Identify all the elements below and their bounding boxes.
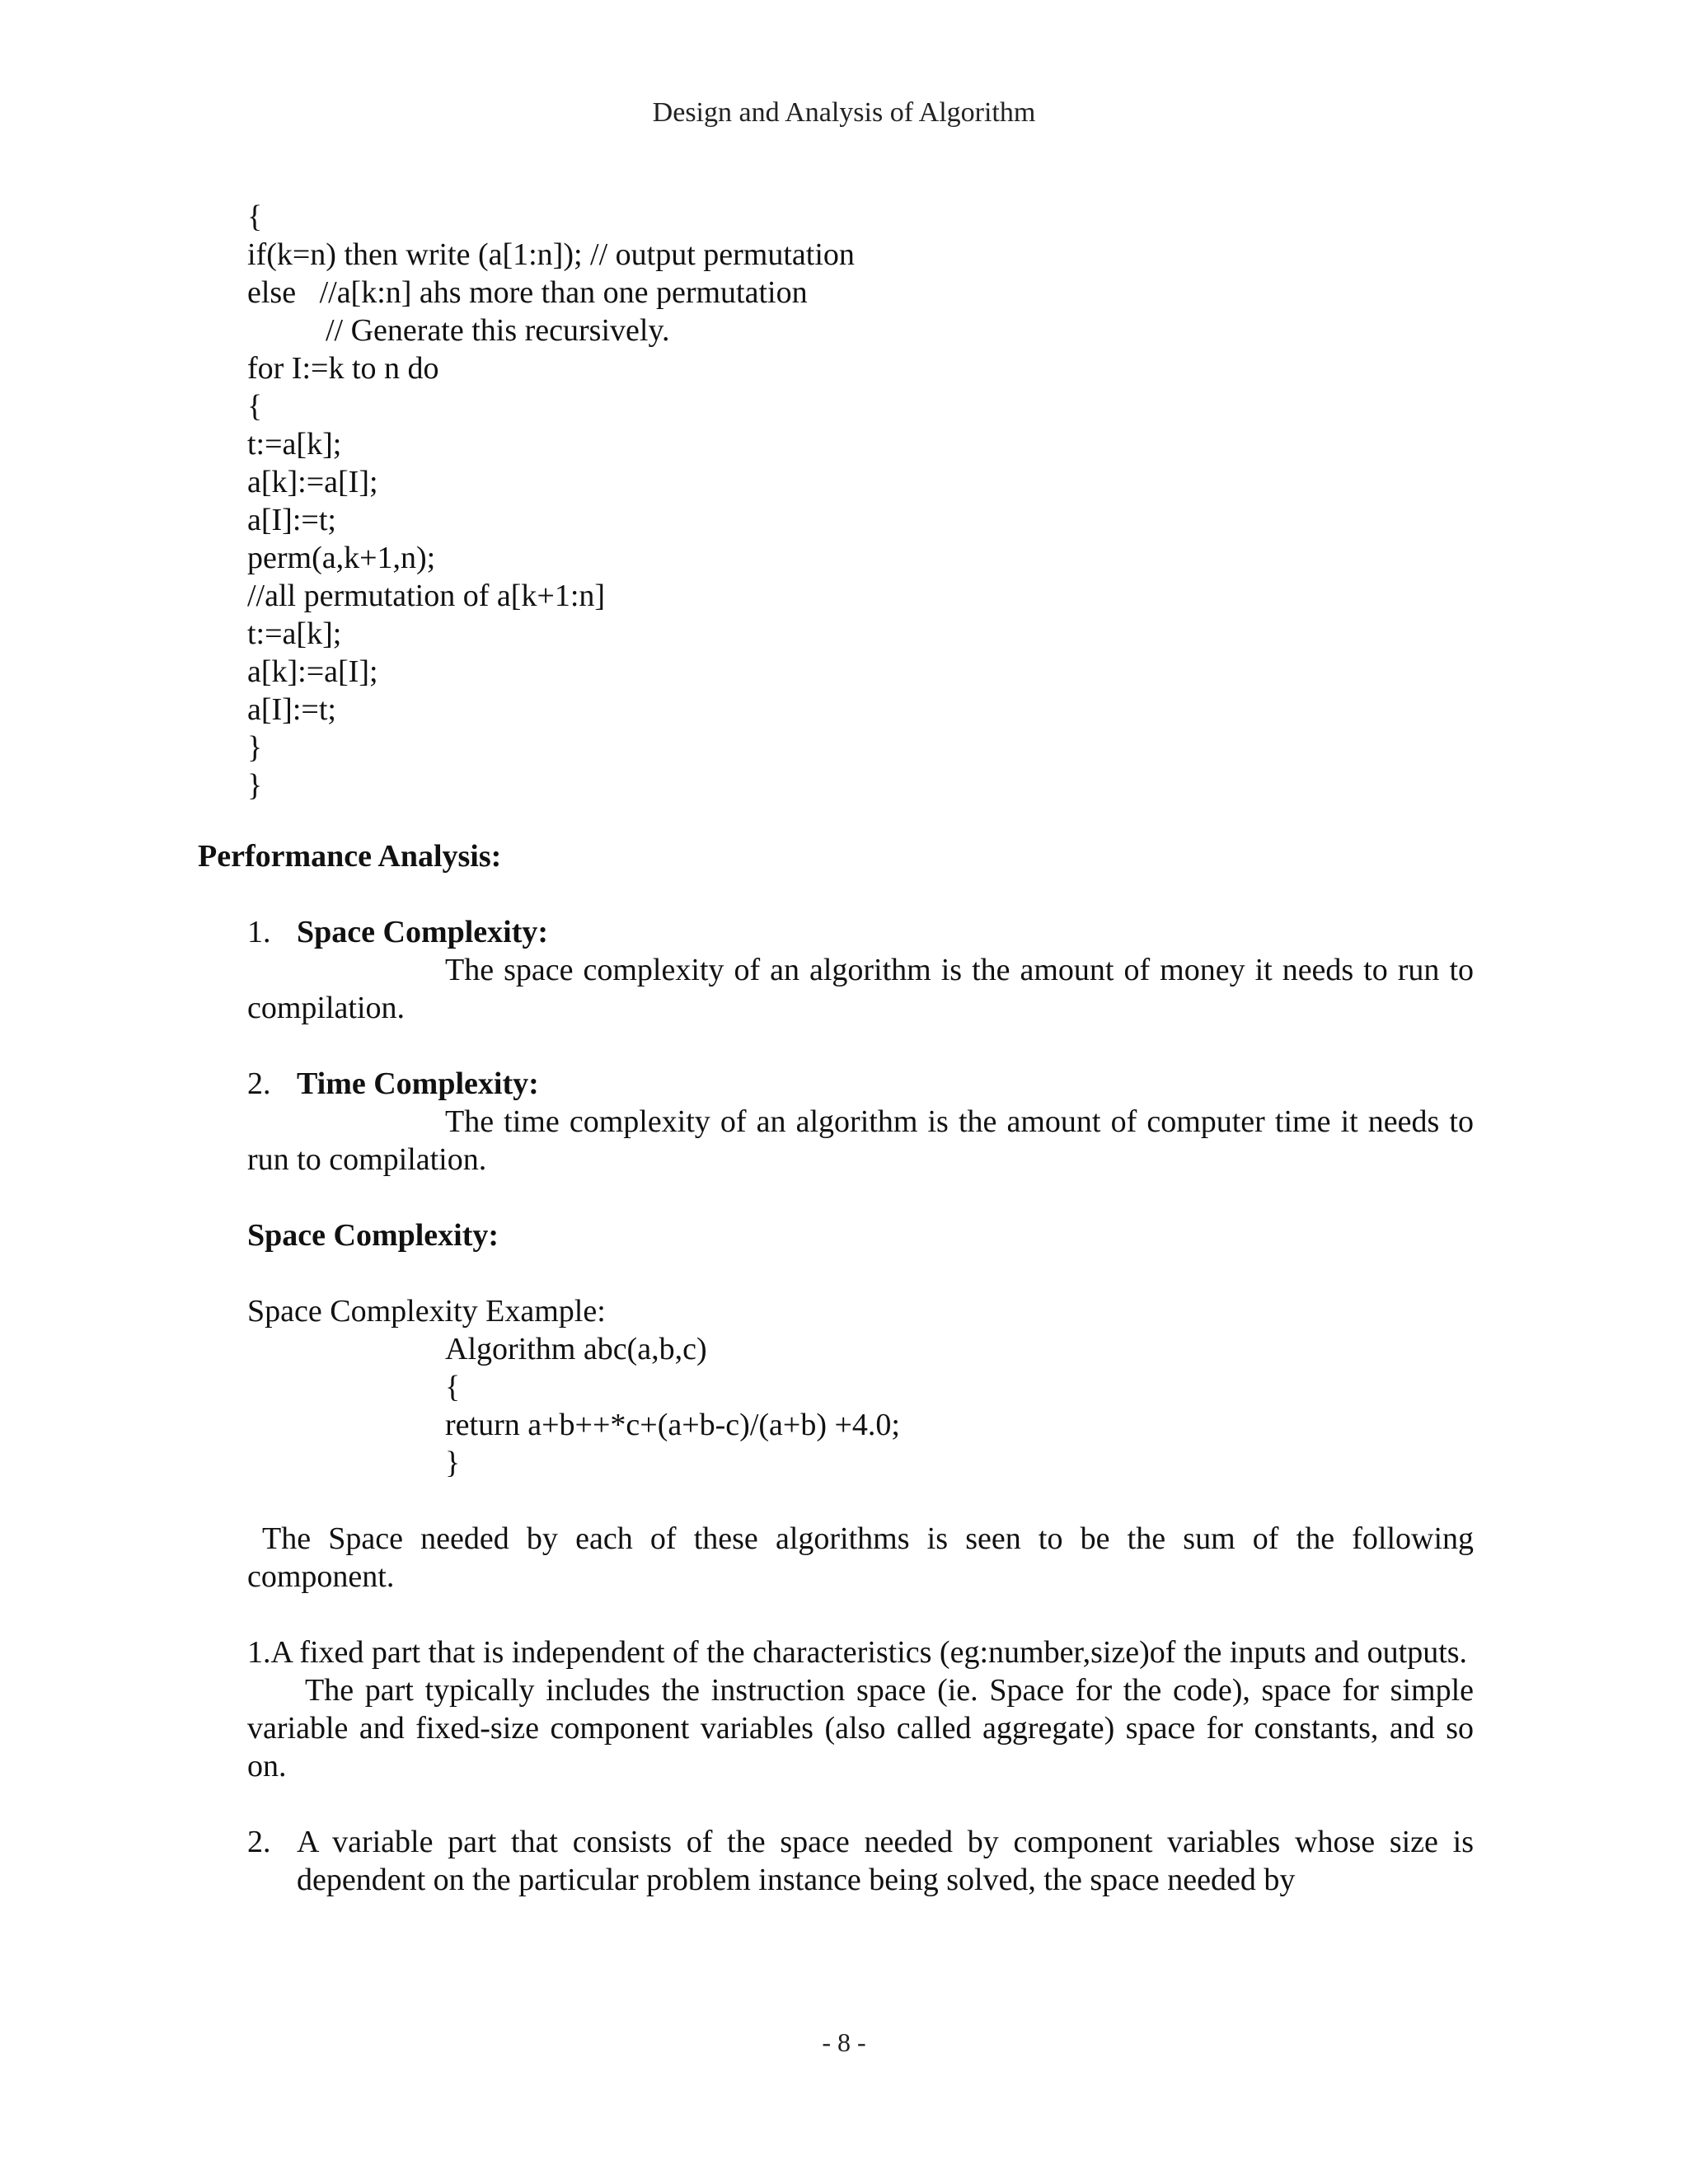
page-number: - 8 - (822, 2027, 866, 2057)
code-line: t:=a[k]; (247, 427, 342, 462)
code-line: return a+b++*c+(a+b-c)/(a+b) +4.0; (445, 1408, 900, 1442)
code-line: a[k]:=a[I]; (247, 654, 378, 689)
code-line: { (247, 389, 263, 424)
code-line: } (445, 1446, 461, 1480)
page-header: Design and Analysis of Algorithm (652, 97, 1036, 128)
code-line: } (247, 730, 263, 765)
item-number: 1. (247, 915, 271, 949)
item-title: Space Complexity: (297, 915, 549, 949)
page-content (198, 198, 1474, 1899)
example-label: Space Complexity Example: (247, 1294, 606, 1329)
space-complexity-heading: Space Complexity: (247, 1218, 499, 1253)
code-line: if(k=n) then write (a[1:n]); // output permutation (247, 237, 855, 272)
code-line: { (247, 199, 263, 234)
variable-part-item (247, 1823, 1474, 1899)
performance-analysis-heading: Performance Analysis: (198, 839, 502, 874)
item-description: The space complexity of an algorithm is the amount of money it needs to run to compilation. (247, 953, 1474, 1025)
code-line: Algorithm abc(a,b,c) (445, 1332, 707, 1366)
code-line: // Generate this recursively. (247, 313, 670, 348)
code-block (247, 198, 1474, 804)
code-line: else //a[k:n] ahs more than one permutation (247, 275, 808, 310)
code-line: for I:=k to n do (247, 351, 439, 386)
space-complexity-item (247, 913, 1474, 1027)
code-line: { (445, 1370, 461, 1404)
example-code-block (247, 1330, 1474, 1482)
item-number: 2. (247, 1825, 271, 1859)
item-title: Time Complexity: (297, 1066, 539, 1101)
code-line: perm(a,k+1,n); (247, 541, 436, 575)
code-line: a[I]:=t; (247, 692, 336, 727)
item-description: The time complexity of an algorithm is the amount of computer time it needs to run to compilation. (247, 1104, 1474, 1177)
code-line: a[k]:=a[I]; (247, 465, 378, 499)
item-number: 2. (247, 1066, 271, 1101)
time-complexity-item (247, 1065, 1474, 1179)
item-description: A variable part that consists of the space needed by component variables whose size is dependent on the particular problem instance being solved, the space needed by (297, 1825, 1474, 1897)
code-line: a[I]:=t; (247, 503, 336, 537)
code-line: t:=a[k]; (247, 616, 342, 651)
code-line: //all permutation of a[k+1:n] (247, 579, 606, 613)
code-line: } (247, 768, 263, 803)
space-needed-paragraph: The Space needed by each of these algorithms is seen to be the sum of the following component. (247, 1521, 1474, 1594)
fixed-part-paragraph: 1.A fixed part that is independent of the characteristics (eg:number,size)of the inputs and outputs. (247, 1635, 1468, 1670)
fixed-part-detail-paragraph: The part typically includes the instruction space (ie. Space for the code), space for simple variable and fixed-size component variables (also called aggregate) space for constants, and so on. (247, 1673, 1474, 1783)
